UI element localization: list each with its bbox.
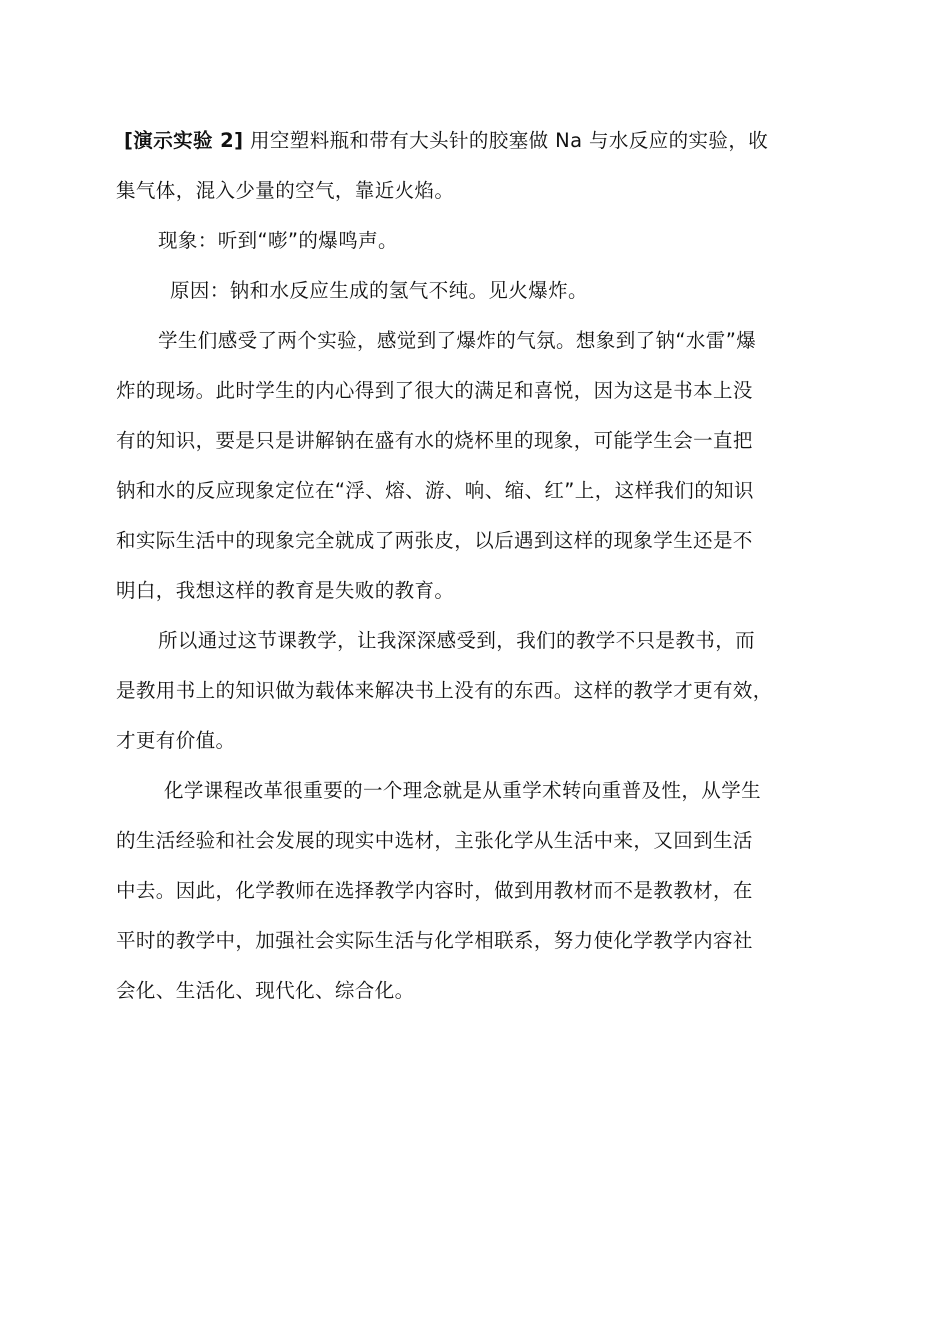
- paragraph-1-line: 学生们感受了两个实验，感觉到了爆炸的气氛。想象到了钠“水雷”爆: [158, 329, 757, 352]
- paragraph-1: [116, 316, 846, 616]
- paragraph-3-line: 中去。因此，化学教师在选择教学内容时，做到用教材而不是教教材，在: [116, 879, 753, 902]
- paragraph-3-line: 会化、生活化、现代化、综合化。: [116, 979, 415, 1002]
- paragraph-2-line: 是教用书上的知识做为载体来解决书上没有的东西。这样的教学才更有效，: [116, 679, 773, 702]
- paragraph-3: [116, 766, 846, 1016]
- paragraph-1-line: 和实际生活中的现象完全就成了两张皮，以后遇到这样的现象学生还是不: [116, 529, 753, 552]
- phenomenon-text: 现象：听到“嘭”的爆鸣声。: [158, 229, 398, 252]
- paragraph-1-line: 明白，我想这样的教育是失败的教育。: [116, 579, 455, 602]
- reason-text: 原因：钠和水反应生成的氢气不纯。见火爆炸。: [170, 279, 588, 302]
- demo-line-1: [124, 116, 846, 166]
- paragraph-2-line: 所以通过这节课教学，让我深深感受到，我们的教学不只是教书，而: [158, 629, 756, 652]
- paragraph-3-line: 化学课程改革很重要的一个理念就是从重学术转向重普及性，从学生: [164, 779, 762, 802]
- demo-paragraph: [116, 116, 846, 216]
- paragraph-2: [116, 616, 846, 766]
- paragraph-1-line: 钠和水的反应现象定位在“浮、熔、游、响、缩、红”上，这样我们的知识: [116, 479, 754, 502]
- reason-paragraph: [116, 266, 846, 316]
- paragraph-2-line: 才更有价值。: [116, 729, 236, 752]
- phenomenon-paragraph: [116, 216, 846, 266]
- paragraph-1-line: 有的知识，要是只是讲解钠在盛有水的烧杯里的现象，可能学生会一直把: [116, 429, 753, 452]
- demo-label: [演示实验 2]: [124, 129, 244, 152]
- paragraph-3-line: 平时的教学中，加强社会实际生活与化学相联系，努力使化学教学内容社: [116, 929, 753, 952]
- demo-line-2: 集气体，混入少量的空气，靠近火焰。: [116, 179, 455, 202]
- paragraph-1-line: 炸的现场。此时学生的内心得到了很大的满足和喜悦，因为这是书本上没: [116, 379, 753, 402]
- paragraph-3-line: 的生活经验和社会发展的现实中选材，主张化学从生活中来，又回到生活: [116, 829, 753, 852]
- demo-text-1: 用空塑料瓶和带有大头针的胶塞做 Na 与水反应的实验，收: [243, 129, 769, 152]
